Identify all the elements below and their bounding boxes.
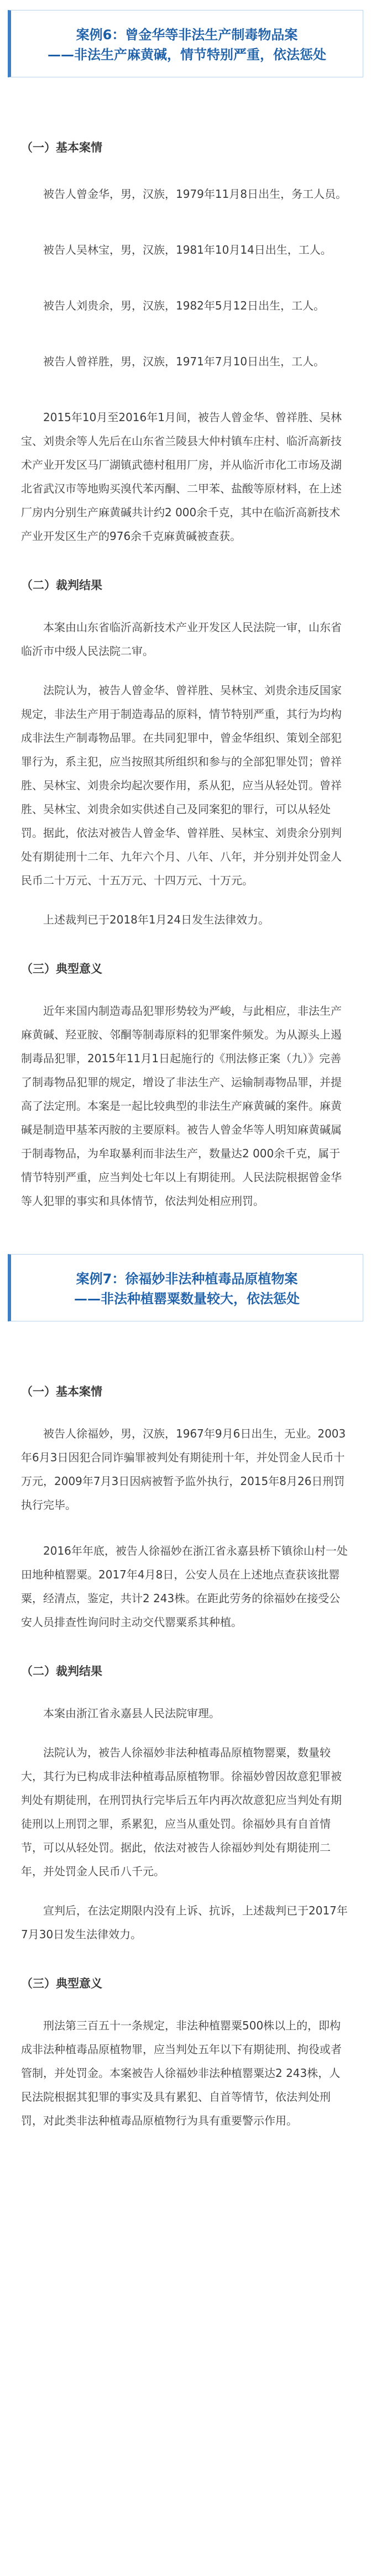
- case7-basic-para: 被告人徐福妙，男，汉族，1967年9月6日出生，无业。2003年6月3日因犯合同诈骗罪被判处有期徒刑十年，并处罚金人民币十万元，2009年7月3日因病被暂予监外执行，2015年8月26日刑罚执行完毕。: [21, 1427, 346, 1512]
- case7-significance-heading: （三）典型意义: [21, 1977, 102, 1990]
- case7-basic-heading: （一）基本案情: [21, 1385, 102, 1398]
- case6-significance-heading: （三）典型意义: [21, 962, 102, 975]
- case6-title: 案例6：曾金华等非法生产制毒物品案: [76, 27, 298, 43]
- case7-subtitle: ——非法种植罂粟数量较大，依法惩处: [74, 1291, 300, 1307]
- case7-verdict-para: 宣判后，在法定期限内没有上诉、抗诉，上述裁判已于2017年7月30日发生法律效力。: [21, 1904, 348, 1941]
- case6-verdict-para: 本案由山东省临沂高新技术产业开发区人民法院一审，山东省临沂市中级人民法院二审。: [21, 621, 342, 658]
- document-page: [0, 10, 371, 2133]
- case7-verdict-heading: （二）裁判结果: [21, 1665, 102, 1678]
- case7-basic-para: 2016年年底，被告人徐福妙在浙江省永嘉县桥下镇徐山村一处田地种植罂粟。2017年4月8日，公安人员在上述地点查获该批罂粟，经清点，鉴定，共计2 243株。在距此劳务的徐福妙在接受公安人员排查性询问时主动交代罂粟系其种植。: [21, 1544, 348, 1629]
- case6-verdict-para: 上述裁判已于2018年1月24日发生法律效力。: [43, 913, 270, 926]
- case6-verdict-para: 法院认为，被告人曾金华、曾祥胜、吴林宝、刘贵余违反国家规定，非法生产用于制造毒品的原料，情节特别严重，其行为均构成非法生产制毒物品罪。在共同犯罪中，曾金华组织、策划全部犯罪行为，系主犯，应当按照其所组织和参与的全部犯罪处罚；曾祥胜、吴林宝、刘贵余均起次要作用，系从犯，应当从轻处罚。曾祥胜、吴林宝、刘贵余如实供述自己及同案犯的罪行，可以从轻处罚。据此，依法对被告人曾金华、曾祥胜、吴林宝、刘贵余分别判处有期徒刑十二年、九年六个月、八年、八年，并分别并处罚金人民币二十万元、十五万元、十四万元、十万元。: [21, 684, 342, 887]
- case7-title-box: [8, 1254, 363, 1321]
- case6-verdict-heading: （二）裁判结果: [21, 579, 102, 592]
- case7-verdict-para: 本案由浙江省永嘉县人民法院审理。: [43, 1707, 220, 1720]
- case6-basic-para: 2015年10月至2016年1月间，被告人曾金华、曾祥胜、吴林宝、刘贵余等人先后在山东省兰陵县大仲村镇车庄村、临沂高新技术产业开发区马厂湖镇武德村租用厂房，并从临沂市化工市场及湖北省武汉市等地购买溴代苯丙酮、二甲苯、盐酸等原材料，在上述厂房内分别生产麻黄碱共计约2 000余千克，其中在临沂高新技术产业开发区生产的976余千克麻黄碱被查获。: [21, 411, 342, 543]
- case7-verdict-para: 法院认为，被告人徐福妙非法种植毒品原植物罂粟，数量较大，其行为已构成非法种植毒品原植物罪。徐福妙曾因故意犯罪被判处有期徒刑，在刑罚执行完毕后五年内再次故意犯应当判处有期徒刑以上刑罚之罪，系累犯，应当从重处罚。徐福妙具有自首情节，可以从轻处罚。据此，依法对被告人徐福妙判处有期徒刑二年，并处罚金人民币八千元。: [21, 1746, 342, 1878]
- case6-title-box: [8, 10, 363, 77]
- case6-subtitle: ——非法生产麻黄碱，情节特别严重，依法惩处: [48, 47, 326, 62]
- case6-content: [0, 77, 371, 1213]
- case6-basic-para: 被告人吴林宝，男，汉族，1981年10月14日出生，工人。: [43, 243, 332, 256]
- case6-basic-heading: （一）基本案情: [21, 141, 102, 154]
- case7-content: [0, 1321, 371, 2133]
- case6-basic-para: 被告人刘贵余，男，汉族，1982年5月12日出生，工人。: [43, 299, 325, 312]
- case7-title: 案例7：徐福妙非法种植毒品原植物案: [76, 1271, 298, 1287]
- case7-significance-para: 刑法第三百五十一条规定，非法种植罂粟500株以上的，即构成非法种植毒品原植物罪，应当判处五年以下有期徒刑、拘役或者管制，并处罚金。本案被告人徐福妙非法种植罂粟达2 243株，人民法院根据其犯罪的事实及具有累犯、自首等情节，依法判处刑罚，对此类非法种植毒品原植物行为具有重要警示作用。: [21, 2019, 342, 2127]
- case6-basic-para: 被告人曾祥胜，男，汉族，1971年7月10日出生，工人。: [43, 355, 325, 368]
- case6-basic-para: 被告人曾金华，男，汉族，1979年11月8日出生，务工人员。: [43, 187, 347, 201]
- case6-significance-para: 近年来国内制造毒品犯罪形势较为严峻，与此相应，非法生产麻黄碱、羟亚胺、邻酮等制毒原料的犯罪案件频发。为从源头上遏制毒品犯罪，2015年11月1日起施行的《刑法修正案（九）》完善了制毒物品犯罪的规定，增设了非法生产、运输制毒物品罪，并提高了法定刑。本案是一起比较典型的非法生产麻黄碱的案件。麻黄碱是制造甲基苯丙胺的主要原料。被告人曾金华等人明知麻黄碱属于制毒物品，为牟取暴利而非法生产，数量达2 000余千克，属于情节特别严重，应当判处七年以上有期徒刑。人民法院根据曾金华等人犯罪的事实和具体情节，依法判处相应刑罚。: [21, 1004, 342, 1208]
